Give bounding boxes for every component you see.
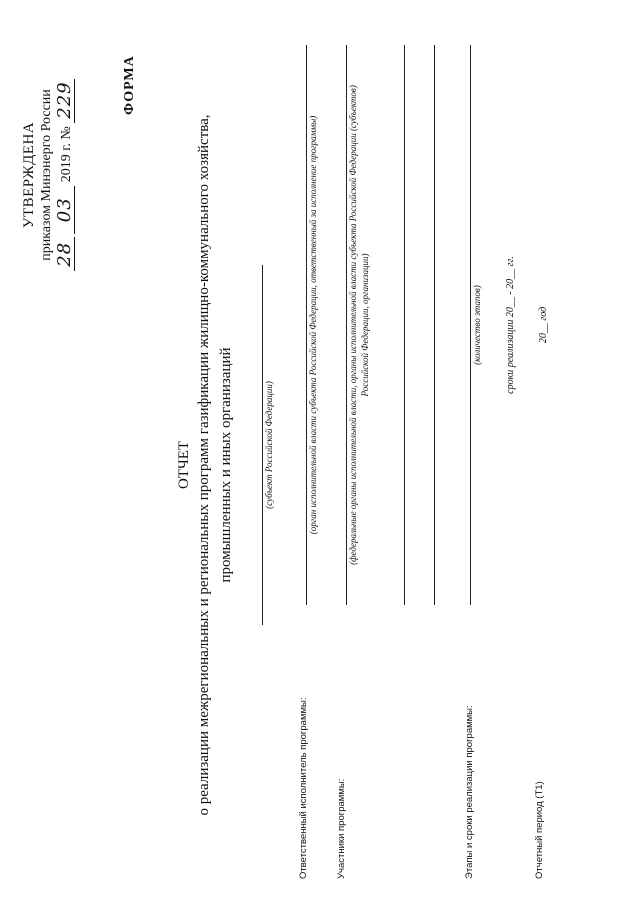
participants-underline bbox=[346, 45, 347, 605]
participants-extra-line-2 bbox=[434, 45, 435, 605]
report-title: ОТЧЕТ bbox=[176, 440, 192, 490]
participants-hint-line1: (федеральные органы исполнительной власти, органы исполнительной власти субъекта Российской Федерации (субъектов) bbox=[348, 85, 358, 565]
executor-label: Ответственный исполнитель программы: bbox=[298, 697, 309, 879]
form-label: ФОРМА bbox=[122, 55, 137, 115]
report-subtitle-line1: о реализации межрегиональных и региональных программ газификации жилищно-коммунального хозяйства, bbox=[196, 114, 212, 816]
stages-underline bbox=[470, 45, 471, 605]
period-text: 20__ год bbox=[538, 306, 549, 344]
participants-extra-line-1 bbox=[404, 45, 405, 605]
subject-hint: (субъект Российской Федерации) bbox=[264, 381, 274, 509]
executor-underline bbox=[306, 45, 307, 605]
signature-day: 28 bbox=[56, 237, 75, 271]
executor-hint: (орган исполнительной власти субъекта Российской Федерации, ответственный за исполнение программы) bbox=[308, 115, 318, 535]
approval-order-line: приказом Минэнерго России bbox=[39, 89, 54, 261]
period-label: Отчетный период (Т1) bbox=[534, 781, 545, 879]
term-text: сроки реализации 20__ - 20__ гг. bbox=[505, 256, 516, 394]
participants-label: Участники программы: bbox=[336, 778, 347, 879]
report-subtitle-line2: промышленных и иных организаций bbox=[218, 347, 234, 583]
approval-year-text: 2019 г. № bbox=[59, 126, 74, 183]
stages-hint: (количество этапов) bbox=[472, 285, 482, 365]
participants-hint-line2: Российской Федерации, организации) bbox=[360, 253, 370, 397]
signature-order-number: 229 bbox=[56, 79, 75, 123]
subject-underline bbox=[262, 265, 263, 625]
approval-date-line bbox=[56, 25, 76, 325]
approval-heading: УТВЕРЖДЕНА bbox=[21, 121, 37, 229]
stages-label: Этапы и сроки реализации программы: bbox=[464, 705, 475, 879]
signature-month: 03 bbox=[56, 186, 75, 234]
approval-stamp bbox=[20, 25, 76, 325]
